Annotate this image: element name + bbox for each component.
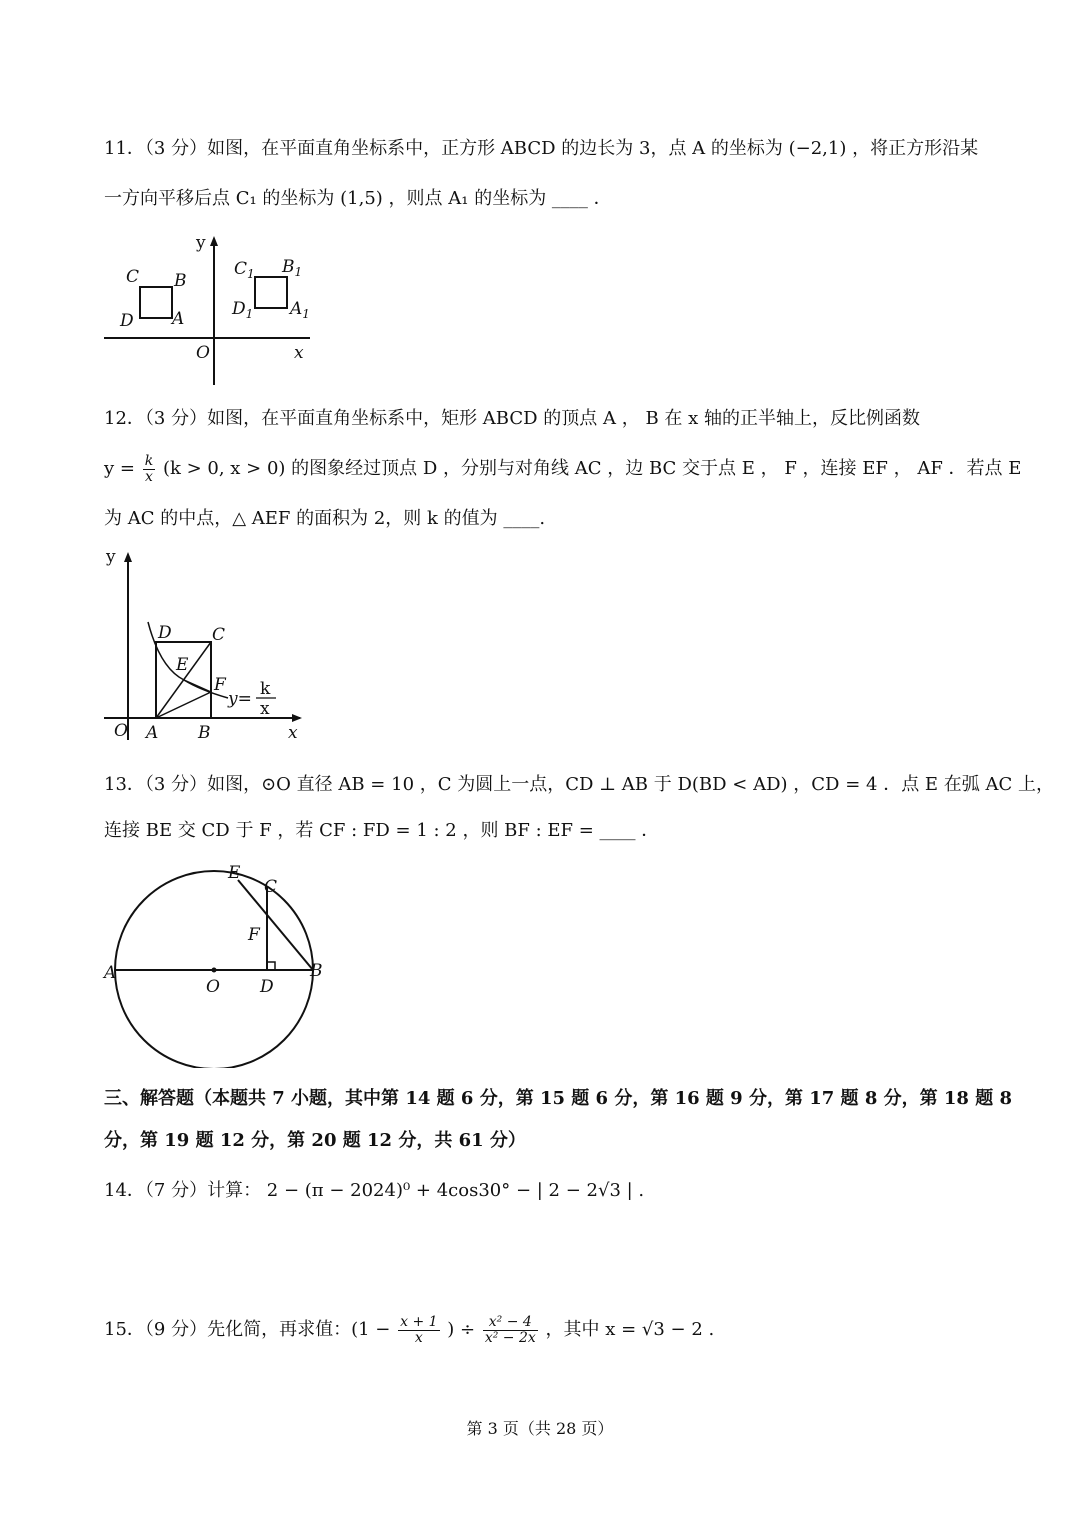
q13-figure bbox=[100, 858, 340, 1068]
q12-frac-num: k bbox=[144, 452, 154, 469]
label-a: A bbox=[104, 963, 117, 983]
label-x: x bbox=[288, 723, 298, 743]
section3-line2: 分，第 19 题 12 分，第 20 题 12 分，共 61 分） bbox=[104, 1130, 526, 1151]
page-footer: 第 3 页（共 28 页） bbox=[466, 1419, 614, 1438]
label-a1: $A_1$ bbox=[290, 299, 310, 321]
square-abcd bbox=[140, 287, 172, 318]
q15-frac1-den: x bbox=[414, 1329, 423, 1346]
label-c: C bbox=[212, 625, 226, 645]
q12-frac-den: x bbox=[145, 468, 153, 485]
q11-line1: 11．（3 分）如图，在平面直角坐标系中，正方形 ABCD 的边长为 3，点 A 的坐标为 (−2,1) ，将正方形沿某 bbox=[104, 138, 979, 159]
label-c1: $C_1$ bbox=[234, 259, 255, 281]
q15-suffix: ，其中 x = √3 − 2 . bbox=[545, 1319, 715, 1340]
label-o: O bbox=[114, 721, 128, 741]
q12-figure bbox=[100, 540, 310, 750]
label-e: E bbox=[176, 655, 189, 675]
segment-af bbox=[156, 692, 211, 718]
label-c: C bbox=[126, 267, 140, 287]
label-d: D bbox=[260, 977, 274, 997]
center-point bbox=[212, 968, 217, 973]
label-y: y bbox=[196, 233, 206, 253]
q15-frac1-num: x + 1 bbox=[400, 1313, 438, 1330]
label-c: C bbox=[264, 877, 278, 897]
q15-frac2-den: x² − 2x bbox=[484, 1329, 536, 1346]
label-k: k bbox=[260, 679, 271, 699]
q12-line2 bbox=[104, 452, 1021, 486]
label-e: E bbox=[228, 863, 241, 883]
section3-line1: 三、解答题（本题共 7 小题，其中第 14 题 6 分，第 15 题 6 分，第 16 题 9 分，第 17 题 8 分，第 18 题 8 bbox=[104, 1088, 1012, 1109]
q12-y-eq: y = bbox=[104, 458, 135, 479]
label-a: A bbox=[172, 309, 185, 329]
label-d1: $D_1$ bbox=[232, 299, 254, 321]
label-y-eq: y= bbox=[228, 689, 252, 709]
right-angle-mark bbox=[267, 962, 275, 970]
label-d: D bbox=[158, 623, 172, 643]
label-a: A bbox=[146, 723, 159, 743]
label-x-den: x bbox=[260, 699, 270, 719]
label-b: B bbox=[310, 961, 323, 981]
q14-text: 14．（7 分）计算： 2 − (π − 2024)⁰ + 4cos30° − | 2 − 2√3 | . bbox=[104, 1180, 645, 1201]
q15-fraction-2 bbox=[483, 1315, 538, 1346]
q13-line2: 连接 BE 交 CD 于 F ，若 CF : FD = 1 : 2 ，则 BF : EF = ____ ． bbox=[104, 820, 660, 841]
q12-fraction bbox=[143, 454, 155, 485]
q15-fraction-1 bbox=[398, 1315, 439, 1346]
q12-line1: 12．（3 分）如图，在平面直角坐标系中，矩形 ABCD 的顶点 A ， B 在 x 轴的正半轴上，反比例函数 bbox=[104, 408, 920, 429]
q13-line1: 13．（3 分）如图，⊙O 直径 AB = 10 ，C 为圆上一点，CD ⊥ AB 于 D(BD < AD) ，CD = 4 ．点 E 在弧 AC 上， bbox=[104, 774, 1054, 795]
label-f: F bbox=[214, 675, 226, 695]
label-b: B bbox=[198, 723, 211, 743]
label-b1: $B_1$ bbox=[282, 257, 303, 279]
label-d: D bbox=[120, 311, 134, 331]
q15-mid: ) ÷ bbox=[447, 1319, 476, 1340]
label-x: x bbox=[294, 343, 304, 363]
label-y: y bbox=[106, 547, 116, 567]
q11-line2: 一方向平移后点 C₁ 的坐标为 (1,5) ，则点 A₁ 的坐标为 ____ ． bbox=[104, 188, 612, 209]
q12-line2-text: (k > 0, x > 0) 的图象经过顶点 D ，分别与对角线 AC ，边 BC 交于点 E ， F ，连接 EF ， AF ．若点 E bbox=[162, 458, 1022, 479]
q15-prefix: 15．（9 分）先化简，再求值：(1 − bbox=[104, 1319, 391, 1340]
q11-figure bbox=[100, 230, 320, 390]
q15-frac2-num: x² − 4 bbox=[483, 1315, 538, 1331]
square-a1b1c1d1 bbox=[255, 277, 287, 308]
label-f: F bbox=[248, 925, 260, 945]
label-o: O bbox=[196, 343, 210, 363]
q12-line3: 为 AC 的中点，△ AEF 的面积为 2，则 k 的值为 ____. bbox=[104, 508, 546, 529]
q15-line bbox=[104, 1310, 714, 1350]
label-b: B bbox=[174, 271, 187, 291]
label-o: O bbox=[206, 977, 220, 997]
